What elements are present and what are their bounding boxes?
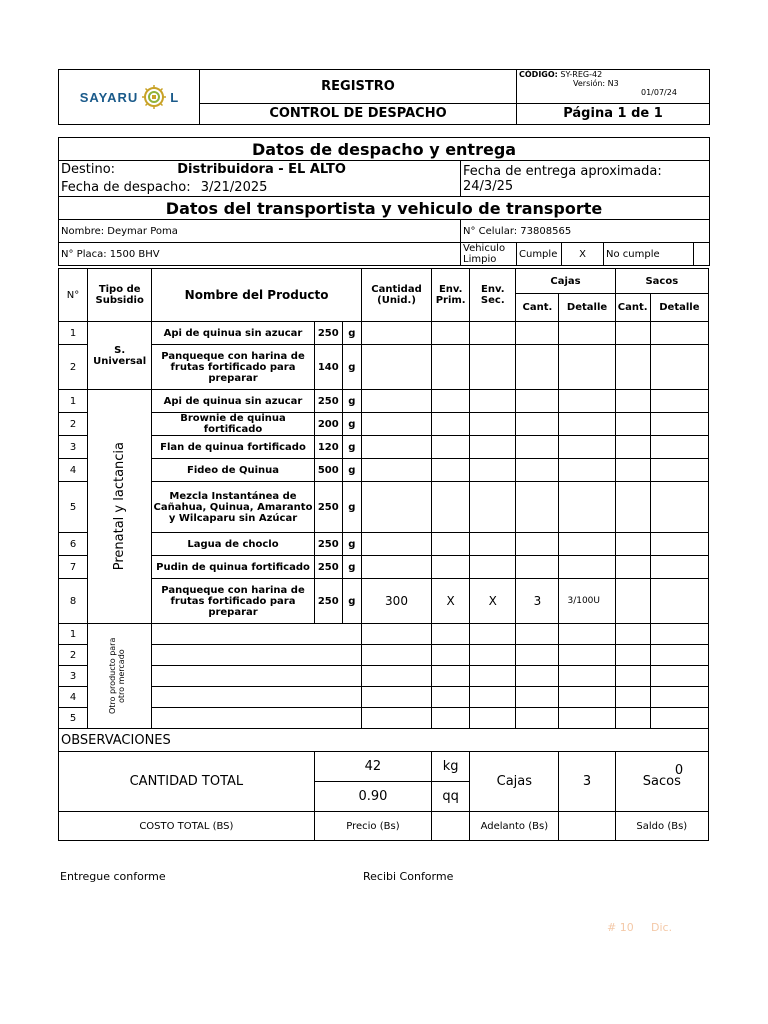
col-header-sacos: Sacos xyxy=(615,269,708,294)
cajas-detalle-cell xyxy=(559,687,615,708)
product-unit: g xyxy=(342,390,361,413)
table-row xyxy=(59,345,709,390)
total-qq-unit: qq xyxy=(432,782,470,812)
env-prim-cell xyxy=(432,687,470,708)
row-number: 2 xyxy=(59,345,88,390)
env-prim-cell xyxy=(432,436,470,459)
cajas-detalle-cell xyxy=(559,413,615,436)
fecha-label: Fecha de despacho: xyxy=(61,179,191,195)
cantidad-cell xyxy=(361,482,431,533)
col-header-cantidad: Cantidad (Unid.) xyxy=(361,269,431,322)
col-header-cajas: Cajas xyxy=(516,269,615,294)
cantidad-cell xyxy=(361,390,431,413)
row-number: 5 xyxy=(59,708,88,729)
sacos-detalle-cell xyxy=(650,390,708,413)
entrega-value: 24/3/25 xyxy=(463,178,514,194)
col-header-cajas-detalle: Detalle xyxy=(559,294,615,322)
table-row xyxy=(59,533,709,556)
cajas-detalle-cell xyxy=(559,666,615,687)
subsidy-type xyxy=(88,322,152,390)
env-sec-cell xyxy=(470,624,516,645)
sacos-cant-cell xyxy=(615,624,650,645)
col-header-tipo: Tipo de Subsidio xyxy=(88,269,152,322)
destino-value: Distribuidora - EL ALTO xyxy=(177,162,346,177)
entrega-label: Fecha de entrega aproximada: xyxy=(463,163,662,179)
env-sec-cell: X xyxy=(470,579,516,624)
cajas-detalle-cell xyxy=(559,645,615,666)
sacos-cant-cell xyxy=(615,322,650,345)
product-unit: g xyxy=(342,345,361,390)
row-number: 2 xyxy=(59,645,88,666)
recibi-conforme: Recibi Conforme xyxy=(363,870,454,883)
table-row xyxy=(59,579,709,624)
total-kg-unit: kg xyxy=(432,752,470,782)
fecha-row xyxy=(59,178,461,197)
cajas-detalle-cell xyxy=(559,322,615,345)
sacos-detalle-cell xyxy=(650,322,708,345)
product-weight: 250 xyxy=(314,556,342,579)
cajas-cant-cell xyxy=(516,687,559,708)
product-weight: 250 xyxy=(314,482,342,533)
env-sec-cell xyxy=(470,345,516,390)
page-number: Página 1 de 1 xyxy=(517,103,710,124)
cantidad-cell xyxy=(361,687,431,708)
table-row xyxy=(59,436,709,459)
total-qq-value: 0.90 xyxy=(314,782,431,812)
table-row xyxy=(59,413,709,436)
env-prim-cell xyxy=(432,624,470,645)
env-prim-cell xyxy=(432,390,470,413)
env-sec-cell xyxy=(470,708,516,729)
table-row xyxy=(59,390,709,413)
sacos-cant-cell xyxy=(615,482,650,533)
product-unit: g xyxy=(342,413,361,436)
cajas-detalle-cell xyxy=(559,708,615,729)
env-sec-cell xyxy=(470,556,516,579)
sacos-cant-cell xyxy=(615,556,650,579)
env-sec-cell xyxy=(470,666,516,687)
precio-label: Precio (Bs) xyxy=(314,812,431,841)
cajas-cant-cell xyxy=(516,533,559,556)
destino-label: Destino: xyxy=(61,162,116,177)
cajas-cant-cell xyxy=(516,482,559,533)
vehicle-plate: N° Placa: 1500 BHV xyxy=(59,243,461,266)
env-prim-cell xyxy=(432,556,470,579)
col-header-sacos-detalle: Detalle xyxy=(650,294,708,322)
env-prim-cell xyxy=(432,645,470,666)
sacos-cant-cell xyxy=(615,579,650,624)
code-cell xyxy=(517,70,710,104)
product-weight: 250 xyxy=(314,533,342,556)
product-weight: 250 xyxy=(314,579,342,624)
subsidy-type-label: S. Universal xyxy=(93,344,147,367)
row-number: 2 xyxy=(59,413,88,436)
product-weight: 250 xyxy=(314,390,342,413)
product-weight: 200 xyxy=(314,413,342,436)
sacos-detalle-cell xyxy=(650,413,708,436)
dispatch-section xyxy=(58,137,710,266)
product-name xyxy=(152,708,362,729)
total-kg-value: 42 xyxy=(314,752,431,782)
sacos-detalle-cell xyxy=(650,482,708,533)
product-name: Brownie de quinua fortificado xyxy=(152,413,314,436)
product-unit: g xyxy=(342,322,361,345)
sacos-cant-cell xyxy=(615,645,650,666)
vehicle-clean-label: Vehiculo Limpio xyxy=(461,243,517,266)
row-number: 3 xyxy=(59,436,88,459)
logo-text: SAYARU xyxy=(79,89,139,105)
sun-emblem-icon xyxy=(141,84,167,110)
sacos-detalle-cell xyxy=(650,666,708,687)
precio-value xyxy=(432,812,470,841)
product-name: Flan de quinua fortificado xyxy=(152,436,314,459)
table-row xyxy=(59,666,709,687)
product-name xyxy=(152,645,362,666)
entrega-cell xyxy=(461,161,710,197)
product-unit: g xyxy=(342,436,361,459)
sacos-detalle-cell xyxy=(650,687,708,708)
env-prim-cell xyxy=(432,666,470,687)
row-number: 1 xyxy=(59,322,88,345)
cantidad-cell xyxy=(361,556,431,579)
env-sec-cell xyxy=(470,390,516,413)
row-number: 4 xyxy=(59,459,88,482)
saldo-label: Saldo (Bs) xyxy=(615,812,708,841)
env-sec-cell xyxy=(470,533,516,556)
observaciones-label: OBSERVACIONES xyxy=(59,729,709,752)
env-prim-cell xyxy=(432,533,470,556)
cajas-detalle-cell xyxy=(559,459,615,482)
registro-title: REGISTRO xyxy=(200,70,517,104)
sacos-detalle-cell xyxy=(650,436,708,459)
entregue-conforme: Entregue conforme xyxy=(60,870,166,883)
total-sacos-label: Sacos xyxy=(615,752,708,812)
cajas-cant-cell xyxy=(516,459,559,482)
cantidad-cell: 300 xyxy=(361,579,431,624)
adelanto-label: Adelanto (Bs) xyxy=(470,812,559,841)
total-sacos-value: 0 xyxy=(674,762,684,778)
cajas-detalle-cell xyxy=(559,436,615,459)
sacos-detalle-cell xyxy=(650,533,708,556)
adelanto-value xyxy=(559,812,615,841)
cajas-cant-cell xyxy=(516,322,559,345)
env-sec-cell xyxy=(470,436,516,459)
env-prim-cell xyxy=(432,322,470,345)
sacos-detalle-cell xyxy=(650,579,708,624)
row-number: 3 xyxy=(59,666,88,687)
cajas-detalle-cell xyxy=(559,533,615,556)
destino-row xyxy=(59,161,461,179)
cajas-cant-cell xyxy=(516,556,559,579)
cajas-cant-cell: 3 xyxy=(516,579,559,624)
cajas-detalle-cell xyxy=(559,390,615,413)
row-number: 7 xyxy=(59,556,88,579)
cumple-label: Cumple xyxy=(517,243,562,266)
product-weight: 140 xyxy=(314,345,342,390)
sacos-cant-cell xyxy=(615,687,650,708)
fecha-value: 3/21/2025 xyxy=(200,179,268,195)
env-prim-cell xyxy=(432,345,470,390)
row-number: 1 xyxy=(59,624,88,645)
company-logo xyxy=(59,84,199,110)
subsidy-type xyxy=(88,390,152,624)
product-unit: g xyxy=(342,533,361,556)
driver-phone: N° Celular: 73808565 xyxy=(461,220,710,243)
sacos-detalle-cell xyxy=(650,624,708,645)
cantidad-cell xyxy=(361,666,431,687)
cantidad-cell xyxy=(361,459,431,482)
sacos-detalle-cell xyxy=(650,645,708,666)
cajas-detalle-cell xyxy=(559,624,615,645)
env-prim-cell xyxy=(432,459,470,482)
version-text: Versión: N3 xyxy=(573,79,619,88)
sacos-detalle-cell xyxy=(650,708,708,729)
cantidad-cell xyxy=(361,624,431,645)
cajas-cant-cell xyxy=(516,708,559,729)
product-name: Fideo de Quinua xyxy=(152,459,314,482)
col-header-nombre: Nombre del Producto xyxy=(152,269,362,322)
cajas-cant-cell xyxy=(516,413,559,436)
driver-name: Nombre: Deymar Poma xyxy=(59,220,461,243)
product-unit: g xyxy=(342,556,361,579)
product-name: Pudin de quinua fortificado xyxy=(152,556,314,579)
env-sec-cell xyxy=(470,322,516,345)
col-header-env-prim: Env. Prim. xyxy=(432,269,470,322)
env-sec-cell xyxy=(470,482,516,533)
product-unit: g xyxy=(342,482,361,533)
no-cumple-mark xyxy=(694,243,710,266)
cumple-mark: X xyxy=(562,243,604,266)
sacos-detalle-cell xyxy=(650,556,708,579)
env-prim-cell xyxy=(432,482,470,533)
cajas-detalle-cell: 3/100U xyxy=(559,579,615,624)
cantidad-cell xyxy=(361,645,431,666)
product-unit: g xyxy=(342,459,361,482)
table-row xyxy=(59,687,709,708)
codigo-label: CÓDIGO: xyxy=(519,70,558,79)
product-weight: 120 xyxy=(314,436,342,459)
product-name: Api de quinua sin azucar xyxy=(152,390,314,413)
sacos-detalle-cell xyxy=(650,459,708,482)
table-row xyxy=(59,624,709,645)
no-cumple-label: No cumple xyxy=(604,243,694,266)
cantidad-cell xyxy=(361,436,431,459)
row-number: 4 xyxy=(59,687,88,708)
products-table xyxy=(58,268,709,841)
cantidad-cell xyxy=(361,413,431,436)
subsidy-type-label: Prenatal y lactancia xyxy=(112,442,128,571)
cantidad-cell xyxy=(361,322,431,345)
env-sec-cell xyxy=(470,645,516,666)
sacos-cant-cell xyxy=(615,413,650,436)
sacos-cant-cell xyxy=(615,345,650,390)
cantidad-cell xyxy=(361,533,431,556)
total-label: CANTIDAD TOTAL xyxy=(59,752,315,812)
costo-total-label: COSTO TOTAL (BS) xyxy=(59,812,315,841)
product-name xyxy=(152,624,362,645)
col-header-cajas-cant: Cant. xyxy=(516,294,559,322)
env-sec-cell xyxy=(470,687,516,708)
env-prim-cell: X xyxy=(432,579,470,624)
control-title: CONTROL DE DESPACHO xyxy=(200,103,517,124)
product-weight: 500 xyxy=(314,459,342,482)
env-sec-cell xyxy=(470,413,516,436)
logo-tail: L xyxy=(170,89,179,105)
watermark-month: Dic. xyxy=(651,921,673,934)
row-number: 6 xyxy=(59,533,88,556)
cajas-detalle-cell xyxy=(559,556,615,579)
col-header-n: N° xyxy=(59,269,88,322)
cajas-cant-cell xyxy=(516,645,559,666)
cajas-cant-cell xyxy=(516,345,559,390)
codigo-value: SY-REG-42 xyxy=(560,70,603,79)
row-number: 8 xyxy=(59,579,88,624)
cajas-cant-cell xyxy=(516,666,559,687)
cajas-detalle-cell xyxy=(559,482,615,533)
product-unit: g xyxy=(342,579,361,624)
col-header-env-sec: Env. Sec. xyxy=(470,269,516,322)
table-row xyxy=(59,708,709,729)
env-sec-cell xyxy=(470,459,516,482)
logo-cell xyxy=(59,70,200,125)
cajas-detalle-cell xyxy=(559,345,615,390)
subsidy-type-label: Otro producto para otro mercado xyxy=(107,637,126,715)
table-row xyxy=(59,645,709,666)
product-name: Api de quinua sin azucar xyxy=(152,322,314,345)
env-prim-cell xyxy=(432,708,470,729)
product-weight: 250 xyxy=(314,322,342,345)
transport-title: Datos del transportista y vehiculo de transporte xyxy=(59,197,710,220)
sacos-cant-cell xyxy=(615,436,650,459)
dispatch-title: Datos de despacho y entrega xyxy=(59,138,710,161)
sacos-cant-cell xyxy=(615,390,650,413)
doc-date: 01/07/24 xyxy=(641,88,677,97)
cajas-cant-cell xyxy=(516,436,559,459)
cantidad-cell xyxy=(361,708,431,729)
row-number: 5 xyxy=(59,482,88,533)
cajas-cant-cell xyxy=(516,390,559,413)
col-header-sacos-cant: Cant. xyxy=(615,294,650,322)
table-row xyxy=(59,482,709,533)
product-name: Lagua de choclo xyxy=(152,533,314,556)
product-name xyxy=(152,666,362,687)
cantidad-cell xyxy=(361,345,431,390)
total-cajas-value: 3 xyxy=(559,752,615,812)
table-row xyxy=(59,322,709,345)
sacos-cant-cell xyxy=(615,459,650,482)
document-header xyxy=(58,69,710,125)
product-name: Panqueque con harina de frutas fortificado para preparar xyxy=(152,579,314,624)
table-row xyxy=(59,556,709,579)
product-name: Mezcla Instantánea de Cañahua, Quinua, Amaranto y Wilcaparu sin Azúcar xyxy=(152,482,314,533)
sacos-cant-cell xyxy=(615,708,650,729)
product-name xyxy=(152,687,362,708)
sacos-cant-cell xyxy=(615,533,650,556)
product-name: Panqueque con harina de frutas fortificado para preparar xyxy=(152,345,314,390)
subsidy-type xyxy=(88,624,152,729)
sacos-cant-cell xyxy=(615,666,650,687)
total-cajas-label: Cajas xyxy=(470,752,559,812)
table-row xyxy=(59,459,709,482)
env-prim-cell xyxy=(432,413,470,436)
cajas-cant-cell xyxy=(516,624,559,645)
watermark-number: # 10 xyxy=(607,921,634,934)
row-number: 1 xyxy=(59,390,88,413)
sacos-detalle-cell xyxy=(650,345,708,390)
